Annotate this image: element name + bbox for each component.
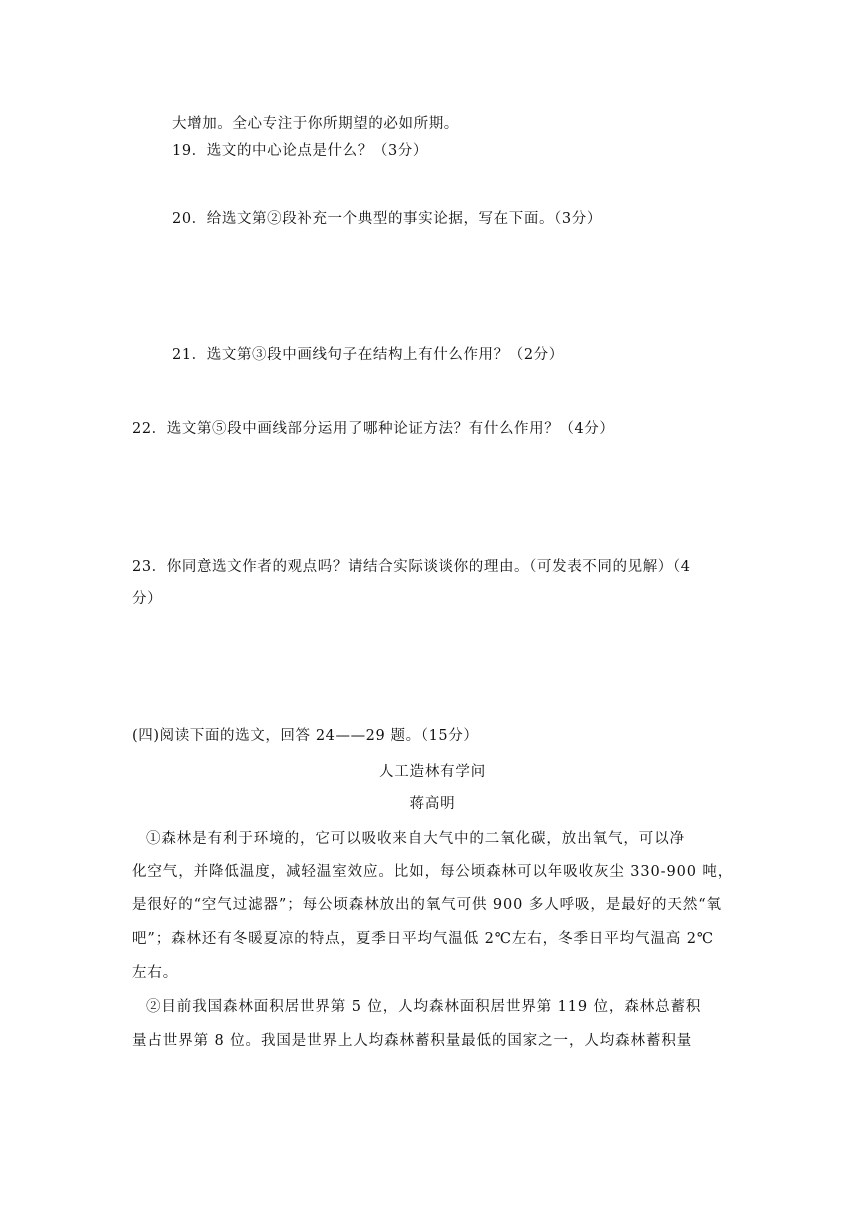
paragraph-1-line: ①森林是有利于环境的，它可以吸收来自大气中的二氧化碳，放出氧气，可以净 <box>146 831 685 847</box>
article-title: 人工造林有学问 <box>378 764 487 780</box>
question-23-line2: 分） <box>132 591 163 607</box>
question-20: 20．给选文第②段补充一个典型的事实论据，写在下面。（3分） <box>172 211 602 227</box>
question-22: 22．选文第⑤段中画线部分运用了哪种论证方法？有什么作用？（4分） <box>132 421 615 437</box>
paragraph-1-line: 吧”；森林还有冬暖夏凉的特点，夏季日平均气温低 2℃左右，冬季日平均气温高 2℃ <box>132 931 715 947</box>
section-heading: (四)阅读下面的选文，回答 24——29 题。（15分） <box>132 728 479 744</box>
article-author: 蒋高明 <box>409 796 456 812</box>
paragraph-1-line: 是很好的“空气过滤器”；每公顷森林放出的氧气可供 900 多人呼吸，是最好的天然“氧 <box>132 897 722 913</box>
paragraph-1-line: 化空气，并降低温度，减轻温室效应。比如，每公顷森林可以年吸收灰尘 330-900 吨， <box>132 864 734 880</box>
paragraph-1-line: 左右。 <box>132 965 179 981</box>
question-21: 21．选文第③段中画线句子在结构上有什么作用？（2分） <box>172 347 564 363</box>
question-19: 19．选文的中心论点是什么？（3分） <box>172 143 428 159</box>
question-23-line1: 23．你同意选文作者的观点吗？请结合实际谈谈你的理由。（可发表不同的见解）（4 <box>132 559 691 575</box>
paragraph-2-line: 量占世界第 8 位。我国是世界上人均森林蓄积量最低的国家之一，人均森林蓄积量 <box>132 1033 693 1049</box>
paragraph-2-line: ②目前我国森林面积居世界第 5 位，人均森林面积居世界第 119 位，森林总蓄积 <box>146 999 702 1015</box>
continued-text: 大增加。全心专注于你所期望的必如所期。 <box>172 116 459 132</box>
